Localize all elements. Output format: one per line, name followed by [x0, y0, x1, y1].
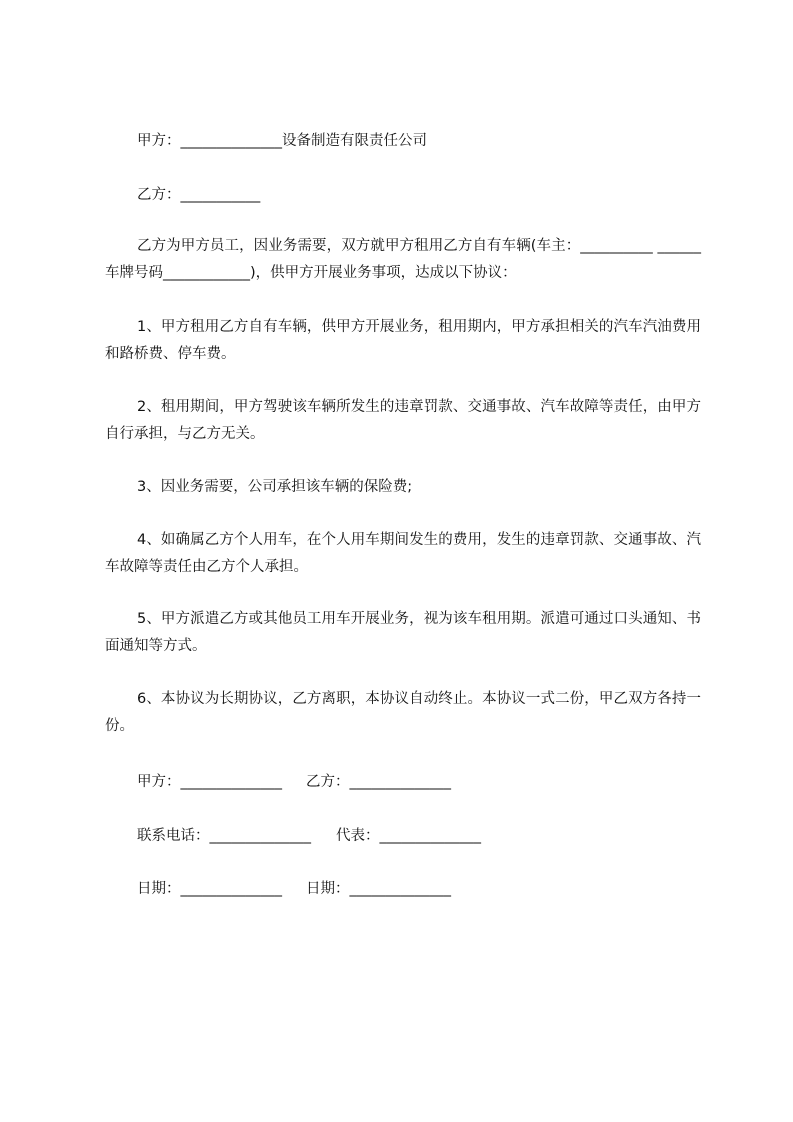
party-a-header: 甲方：______________设备制造有限责任公司	[137, 133, 427, 149]
signature-party-a: 甲方：______________	[137, 774, 282, 790]
clause-1: 1、甲方租用乙方自有车辆，供甲方开展业务，租用期内，甲方承担相关的汽车汽油费用和路桥费、停车费。	[105, 319, 701, 362]
clause-2: 2、租用期间，甲方驾驶该车辆所发生的违章罚款、交通事故、汽车故障等责任，由甲方自行承担，与乙方无关。	[105, 399, 701, 442]
clause-6: 6、本协议为长期协议，乙方离职，本协议自动终止。本协议一式二份，甲乙双方各持一份。	[105, 691, 701, 734]
signature-date-b: 日期：______________	[306, 881, 451, 897]
signature-date-a: 日期：______________	[137, 881, 282, 897]
clause-4: 4、如确属乙方个人用车，在个人用车期间发生的费用，发生的违章罚款、交通事故、汽车故障等责任由乙方个人承担。	[105, 532, 701, 575]
signature-representative: 代表：______________	[336, 828, 481, 844]
intro-paragraph: 乙方为甲方员工，因业务需要，双方就甲方租用乙方自有车辆(车主：__________ ______车牌号码____________)，供甲方开展业务事项，达成以下协议：	[105, 238, 701, 281]
signature-phone: 联系电话：______________	[137, 828, 311, 844]
signature-party-b: 乙方：______________	[306, 774, 451, 790]
party-b-header: 乙方：___________	[137, 187, 261, 203]
clause-5: 5、甲方派遣乙方或其他员工用车开展业务，视为该车租用期。派遣可通过口头通知、书面通知等方式。	[105, 611, 701, 654]
clause-3: 3、因业务需要，公司承担该车辆的保险费;	[137, 479, 413, 495]
